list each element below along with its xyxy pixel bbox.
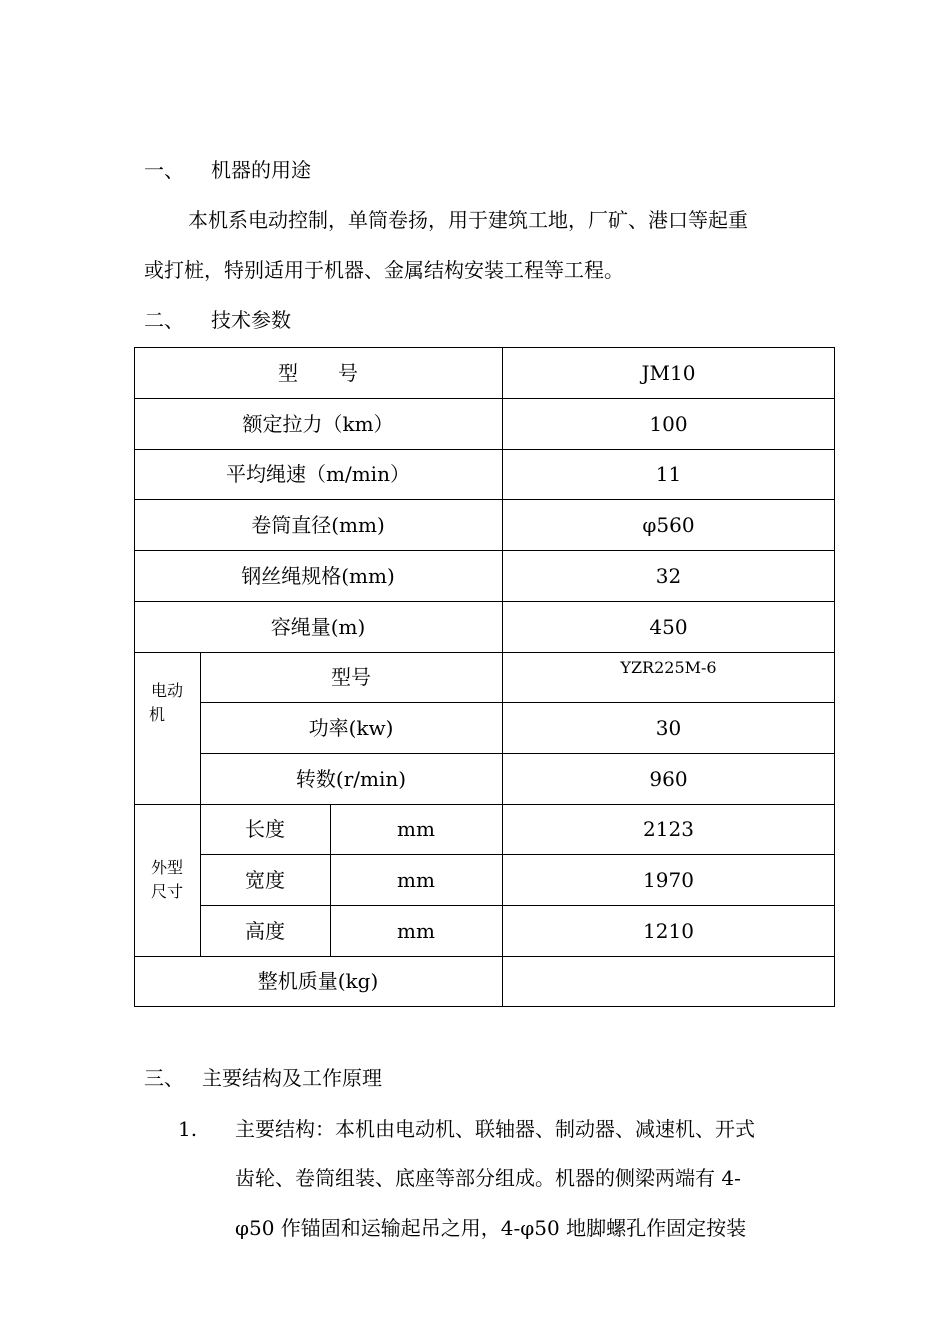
item1-line2: 齿轮、卷筒组装、底座等部分组成。机器的侧梁两端有 4- (235, 1166, 741, 1190)
length-unit: mm (397, 817, 435, 841)
section1-paragraph-line1: 本机系电动控制，单筒卷扬，用于建筑工地，厂矿、港口等起重 (188, 208, 748, 232)
section3-number: 三、 (144, 1066, 184, 1090)
section1-heading: 机器的用途 (211, 158, 311, 182)
motor-model-label: 型号 (331, 665, 371, 689)
machine-mass-value (502, 956, 835, 1006)
wire-rope-spec-value: 32 (655, 563, 682, 588)
motor-model-value: YZR225M-6 (620, 658, 717, 677)
item1-line3: φ50 作锚固和运输起吊之用，4-φ50 地脚螺孔作固定按装 (235, 1216, 747, 1240)
width-label: 宽度 (245, 867, 285, 892)
spec-table (134, 347, 835, 1007)
rated-pull-label: 额定拉力（km） (242, 411, 394, 436)
height-unit: mm (397, 918, 435, 943)
item1-number: 1. (178, 1117, 198, 1141)
dimension-group-line1: 外型 (150, 858, 183, 877)
length-value: 2123 (643, 817, 694, 841)
machine-mass-label: 整机质量(kg) (257, 969, 379, 993)
section2-heading: 技术参数 (211, 308, 291, 332)
length-label: 长度 (245, 817, 285, 841)
model-label: 型 号 (278, 360, 358, 385)
height-value: 1210 (643, 918, 694, 943)
motor-power-value: 30 (655, 715, 682, 740)
model-value: JM10 (641, 360, 696, 385)
rated-pull-value: 100 (649, 411, 688, 436)
section2-number: 二、 (144, 308, 184, 332)
dimension-group-label (134, 804, 200, 956)
motor-group-label (134, 652, 200, 754)
wire-rope-spec-label: 钢丝绳规格(mm) (241, 563, 395, 588)
height-label: 高度 (245, 918, 285, 943)
item1-line1: 主要结构：本机由电动机、联轴器、制动器、减速机、开式 (235, 1117, 755, 1141)
rope-capacity-value: 450 (649, 614, 688, 639)
motor-group-line1: 电动 (150, 681, 183, 700)
drum-diameter-label: 卷筒直径(mm) (251, 512, 385, 537)
section1-number: 一、 (144, 158, 184, 182)
dimension-group-line2: 尺寸 (150, 882, 183, 901)
motor-rpm-label: 转数(r/min) (295, 766, 407, 791)
motor-power-label: 功率(kw) (308, 715, 394, 740)
rope-speed-label: 平均绳速（m/min） (226, 462, 410, 486)
width-value: 1970 (643, 867, 694, 892)
rope-capacity-label: 容绳量(m) (270, 614, 366, 639)
width-unit: mm (397, 867, 435, 892)
section1-paragraph-line2: 或打桩，特别适用于机器、金属结构安装工程等工程。 (144, 258, 624, 282)
section3-heading: 主要结构及工作原理 (202, 1066, 382, 1090)
motor-rpm-value: 960 (649, 766, 688, 791)
drum-diameter-value: φ560 (642, 512, 695, 537)
motor-group-line2: 机 (149, 705, 166, 724)
rope-speed-value: 11 (655, 462, 682, 486)
